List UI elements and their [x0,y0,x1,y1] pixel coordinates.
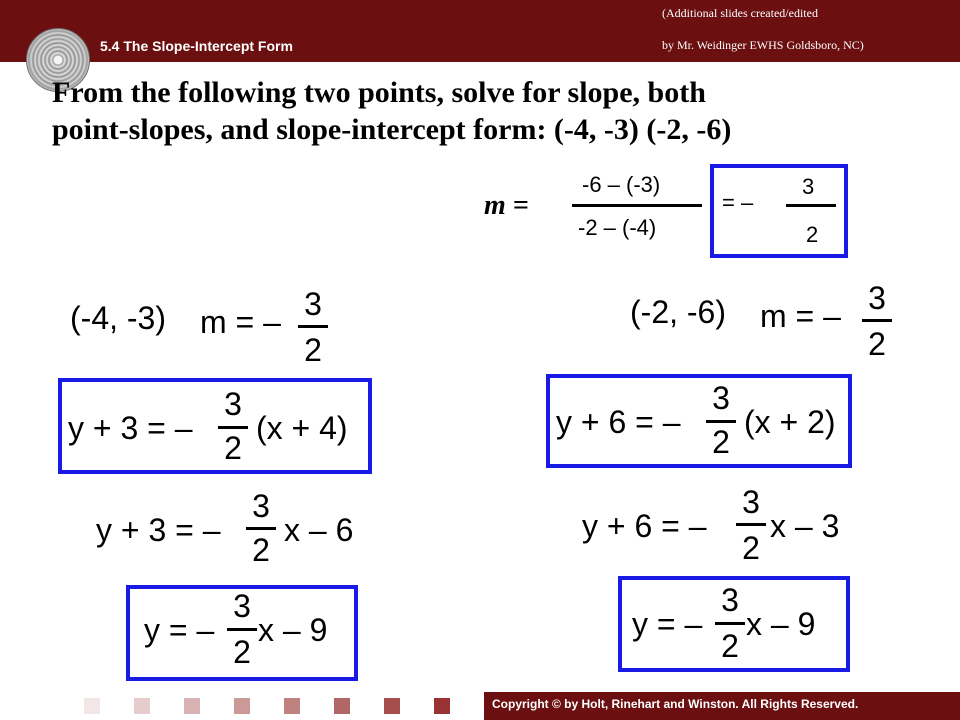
slope-denominator: -2 – (-4) [578,215,657,240]
left-eq3-prefix: y = – [144,612,215,648]
footer-square [284,698,300,714]
left-eq3-bar [227,628,257,631]
footer-square [434,698,450,714]
right-eq1-numerator: 3 [712,380,730,416]
right-eq1-bar [706,420,736,423]
slope-label: m = [484,190,529,221]
credit-line-1: (Additional slides created/edited [662,6,818,20]
right-eq3-suffix: x – 9 [746,606,816,642]
footer-square [134,698,150,714]
copyright-text: Copyright © by Holt, Rinehart and Winston. All Rights Reserved. [492,697,859,711]
right-point: (-2, -6) [630,294,726,330]
right-m-numerator: 3 [868,280,886,316]
slope-result-bar [786,204,836,207]
question-line-2: point-slopes, and slope-intercept form: (-4, -3) (-2, -6) [52,113,732,146]
right-m-prefix: m = – [760,298,841,334]
section-title: 5.4 The Slope-Intercept Form [100,38,293,54]
footer-square [184,698,200,714]
right-eq3-numerator: 3 [721,582,739,618]
left-eq2-suffix: x – 6 [284,512,354,548]
footer-square [234,698,250,714]
footer-square [384,698,400,714]
left-eq3-suffix: x – 9 [258,612,328,648]
footer-square [334,698,350,714]
right-eq1-denominator: 2 [712,424,730,460]
slope-result-prefix: = – [722,190,754,215]
question-text [52,74,932,148]
left-m-numerator: 3 [304,286,322,322]
right-eq3-prefix: y = – [632,606,703,642]
left-m-bar [298,325,328,328]
right-eq2-suffix: x – 3 [770,508,840,544]
right-eq2-prefix: y + 6 = – [582,508,707,544]
left-eq1-suffix: (x + 4) [256,410,348,446]
right-eq3-bar [715,622,745,625]
slope-result-numerator: 3 [802,174,815,199]
left-point: (-4, -3) [70,300,166,336]
question-line-1: From the following two points, solve for slope, both [52,76,706,109]
left-eq1-numerator: 3 [224,386,242,422]
left-eq2-denominator: 2 [252,532,270,568]
left-eq1-prefix: y + 3 = – [68,410,193,446]
right-m-bar [862,319,892,322]
left-eq2-bar [246,527,276,530]
slope-numerator: -6 – (-3) [582,172,661,197]
footer-square [84,698,100,714]
left-eq2-prefix: y + 3 = – [96,512,221,548]
right-eq3-denominator: 2 [721,628,739,664]
right-eq2-denominator: 2 [742,530,760,566]
right-eq2-bar [736,523,766,526]
left-eq2-numerator: 3 [252,488,270,524]
right-eq2-numerator: 3 [742,484,760,520]
right-m-denominator: 2 [868,326,886,362]
left-eq3-denominator: 2 [233,634,251,670]
slope-result-denominator: 2 [806,222,819,247]
left-m-denominator: 2 [304,332,322,368]
right-eq1-suffix: (x + 2) [744,404,836,440]
left-m-prefix: m = – [200,304,281,340]
left-eq1-bar [218,426,248,429]
left-eq3-numerator: 3 [233,588,251,624]
left-eq1-denominator: 2 [224,430,242,466]
slope-fraction-bar [572,204,702,207]
right-eq1-prefix: y + 6 = – [556,404,681,440]
credit-line-2: by Mr. Weidinger EWHS Goldsboro, NC) [662,38,864,52]
